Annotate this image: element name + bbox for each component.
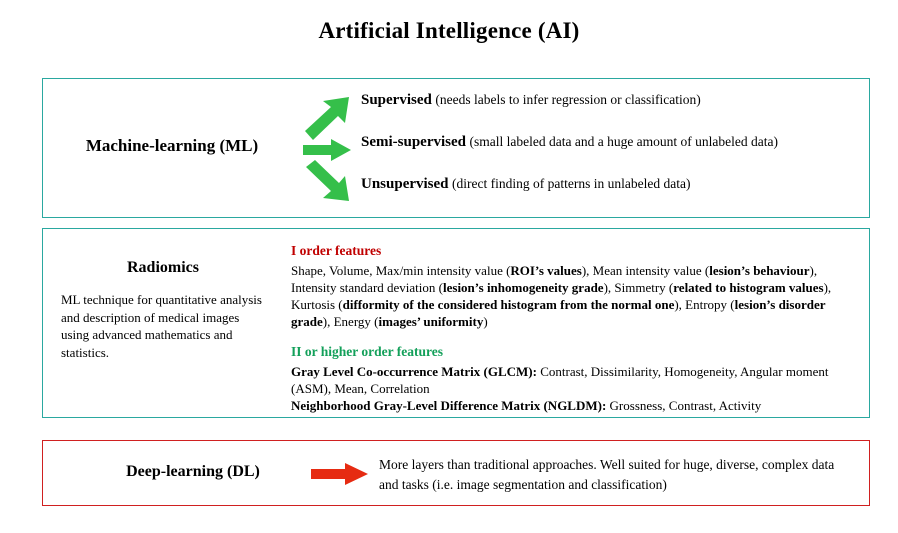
glcm-features-line <box>291 363 851 397</box>
radiomics-features <box>291 243 851 414</box>
list-item <box>361 91 861 110</box>
plain-text: ), Energy ( <box>322 314 379 330</box>
ml-type-term: Semi-supervised <box>361 133 466 150</box>
radiomics-box <box>42 228 870 418</box>
emphasis-text: images’ uniformity <box>378 314 484 330</box>
ml-type-term: Unsupervised <box>361 175 449 192</box>
emphasis-text: ROI’s values <box>510 263 582 278</box>
red-arrow-icon <box>311 463 369 485</box>
emphasis-text: Neighborhood Gray-Level Difference Matrix (NGLDM): <box>291 397 607 413</box>
plain-text: ), Mean intensity value ( <box>581 263 710 278</box>
machine-learning-label: Machine-learning (ML) <box>85 136 259 155</box>
machine-learning-box <box>42 78 870 218</box>
green-arrow-icon <box>301 95 369 205</box>
plain-text: Shape, Volume, Max/min intensity value ( <box>291 263 511 278</box>
deep-learning-label: Deep-learning (DL) <box>126 463 260 480</box>
higher-order-heading: II or higher order features <box>291 343 443 359</box>
plain-text: ), Kurtosis ( <box>291 280 832 313</box>
plain-text: ), Simmetry ( <box>603 280 674 296</box>
first-order-heading: I order features <box>291 243 382 258</box>
page-title: Artificial Intelligence (AI) <box>318 18 580 43</box>
ml-type-desc: (needs labels to infer regression or classification) <box>435 92 701 107</box>
emphasis-text: lesion’s disorder grade <box>291 297 826 330</box>
ml-type-term: Supervised <box>361 92 432 108</box>
radiomics-title: Radiomics <box>127 259 199 276</box>
emphasis-text: Gray Level Co-occurrence Matrix (GLCM): <box>291 363 537 379</box>
ngldm-features-line <box>291 397 851 414</box>
plain-text: ) <box>483 314 488 330</box>
emphasis-text: related to histogram values <box>673 280 824 296</box>
ml-type-desc: (small labeled data and a huge amount of unlabeled data) <box>469 133 779 149</box>
plain-text: Grossness, Contrast, Activity <box>606 397 762 413</box>
ml-type-desc: (direct finding of patterns in unlabeled data) <box>452 175 691 191</box>
plain-text: Contrast, Dissimilarity, Homogeneity, Angular moment (ASM), Mean, Correlation <box>291 363 829 396</box>
ml-type-list <box>361 91 861 216</box>
list-item <box>361 133 861 152</box>
plain-text: ), Intensity standard deviation ( <box>291 263 818 296</box>
emphasis-text: lesion’s inhomogeneity grade <box>443 280 604 296</box>
radiomics-description: ML technique for quantitative analysis and description of medical images using advanced mathematics and statistics. <box>61 292 262 360</box>
emphasis-text: lesion’s behaviour <box>709 263 810 278</box>
radiomics-definition <box>53 259 273 361</box>
list-item <box>361 175 861 194</box>
emphasis-text: difformity of the considered histogram from the normal one <box>342 297 675 313</box>
deep-learning-description: More layers than traditional approaches. Well suited for huge, diverse, complex data and tasks (i.e. image segmentation and classification) <box>379 457 835 493</box>
diagram-canvas <box>0 18 898 533</box>
deep-learning-box <box>42 440 870 506</box>
first-order-features-text <box>291 262 851 331</box>
plain-text: ), Entropy ( <box>674 297 735 313</box>
